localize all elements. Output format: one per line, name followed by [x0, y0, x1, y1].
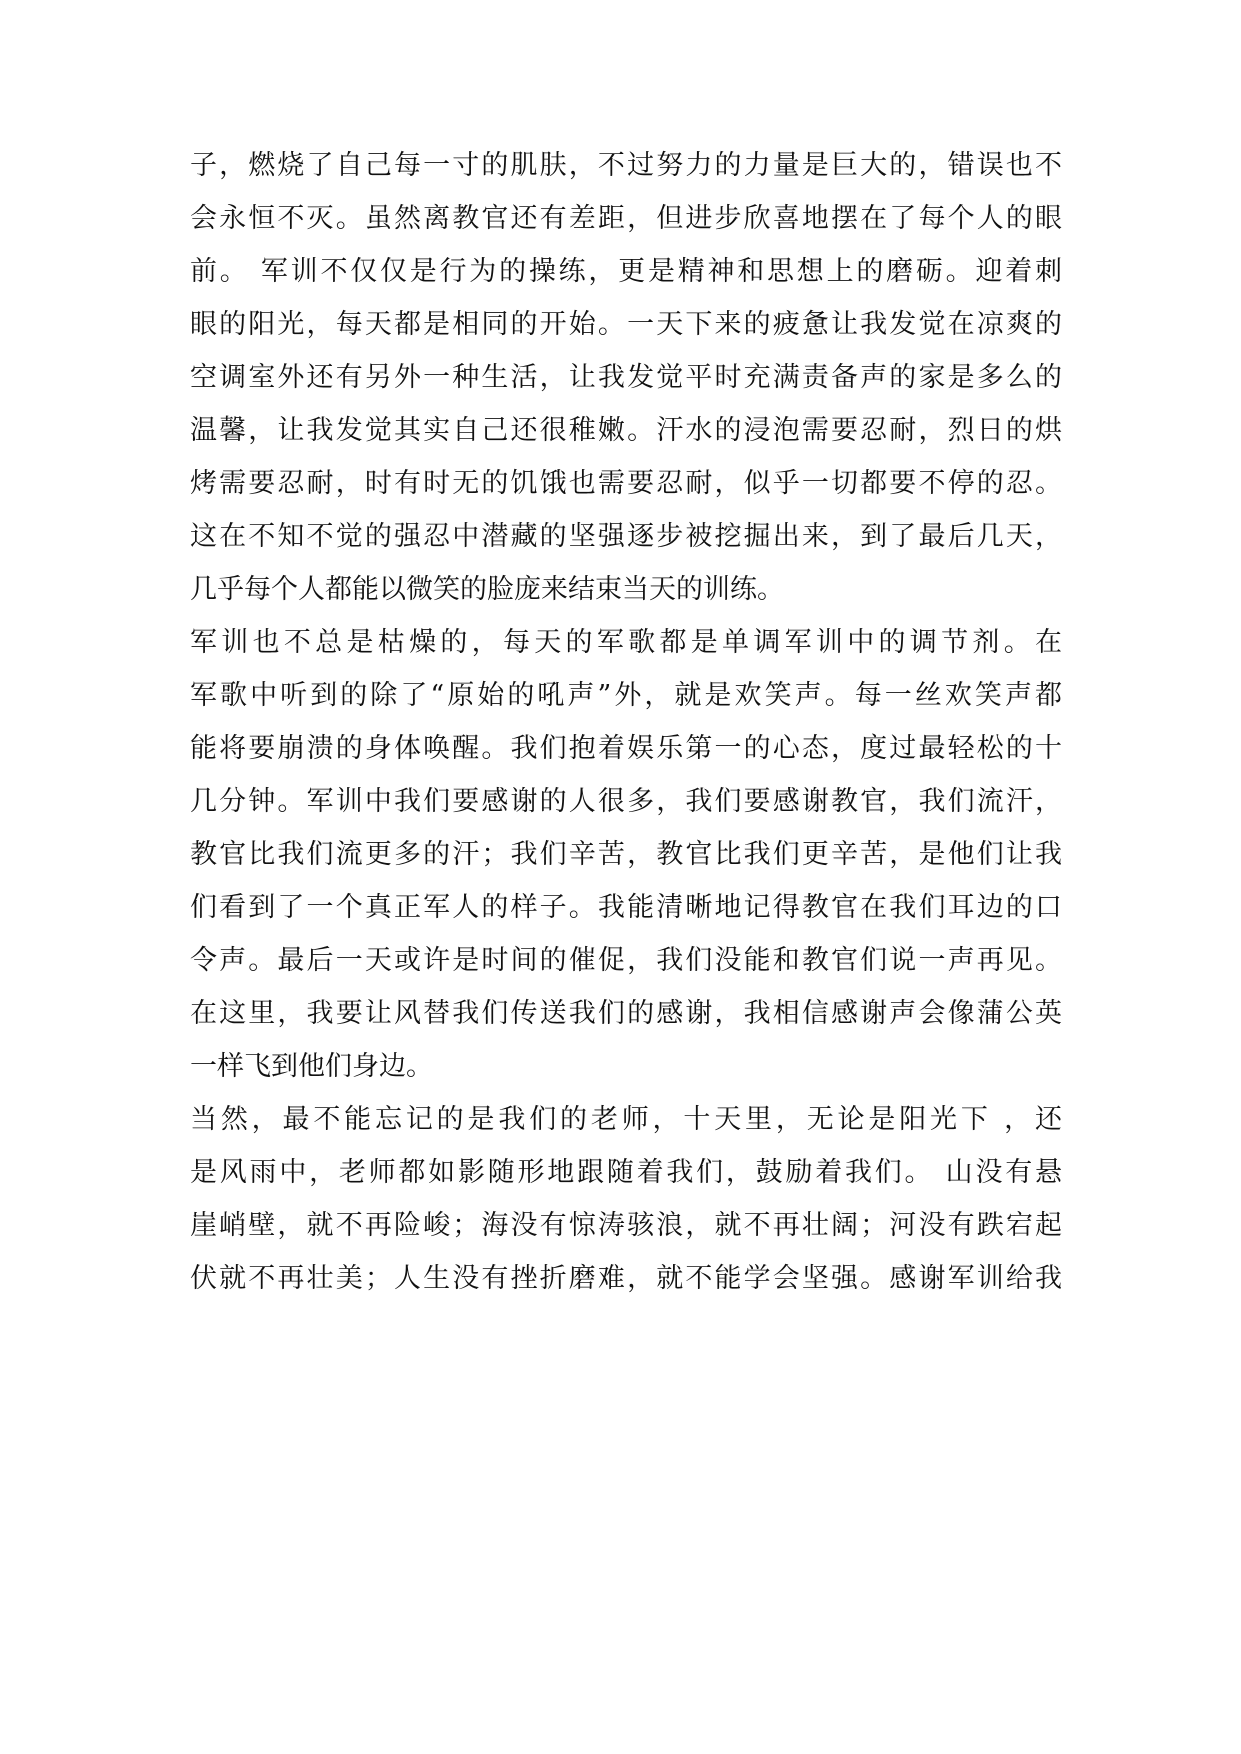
text-line-6: 温馨，让我发觉其实自己还很稚嫩。汗水的浸泡需要忍耐，烈日的烘	[190, 415, 1062, 446]
text-line-8: 这在不知不觉的强忍中潜藏的坚强逐步被挖掘出来，到了最后几天，	[190, 521, 1062, 552]
text-line-12: 能将要崩溃的身体唤醒。我们抱着娱乐第一的心态，度过最轻松的十	[190, 733, 1062, 764]
text-line-20: 是风雨中，老师都如影随形地跟随着我们，鼓励着我们。 山没有悬	[190, 1157, 1062, 1188]
text-line-10: 军训也不总是枯燥的，每天的军歌都是单调军训中的调节剂。在	[190, 627, 1062, 658]
text-line-2: 会永恒不灭。虽然离教官还有差距，但进步欣喜地摆在了每个人的眼	[190, 203, 1062, 234]
text-line-16: 令声。最后一天或许是时间的催促，我们没能和教官们说一声再见。	[190, 945, 1062, 976]
text-line-4: 眼的阳光，每天都是相同的开始。一天下来的疲惫让我发觉在凉爽的	[190, 309, 1062, 340]
text-line-1: 子，燃烧了自己每一寸的肌肤，不过努力的力量是巨大的，错误也不	[190, 150, 1062, 181]
text-line-19: 当然，最不能忘记的是我们的老师，十天里，无论是阳光下 ，还	[190, 1104, 1062, 1135]
text-line-5: 空调室外还有另外一种生活，让我发觉平时充满责备声的家是多么的	[190, 362, 1062, 393]
text-line-18: 一样飞到他们身边。	[190, 1051, 433, 1082]
text-line-11: 军歌中听到的除了“原始的吼声”外，就是欢笑声。每一丝欢笑声都	[190, 680, 1062, 711]
text-line-22: 伏就不再壮美；人生没有挫折磨难，就不能学会坚强。感谢军训给我	[190, 1263, 1062, 1294]
text-line-17: 在这里，我要让风替我们传送我们的感谢，我相信感谢声会像蒲公英	[190, 998, 1062, 1029]
text-line-7: 烤需要忍耐，时有时无的饥饿也需要忍耐，似乎一切都要不停的忍。	[190, 468, 1062, 499]
text-line-21: 崖峭壁，就不再险峻；海没有惊涛骇浪，就不再壮阔；河没有跌宕起	[190, 1210, 1062, 1241]
text-line-13: 几分钟。军训中我们要感谢的人很多，我们要感谢教官，我们流汗，	[190, 786, 1062, 817]
text-line-14: 教官比我们流更多的汗；我们辛苦，教官比我们更辛苦，是他们让我	[190, 839, 1062, 870]
text-line-3: 前。 军训不仅仅是行为的操练，更是精神和思想上的磨砺。迎着刺	[190, 256, 1062, 287]
text-line-9: 几乎每个人都能以微笑的脸庞来结束当天的训练。	[190, 574, 784, 605]
text-line-15: 们看到了一个真正军人的样子。我能清晰地记得教官在我们耳边的口	[190, 892, 1062, 923]
